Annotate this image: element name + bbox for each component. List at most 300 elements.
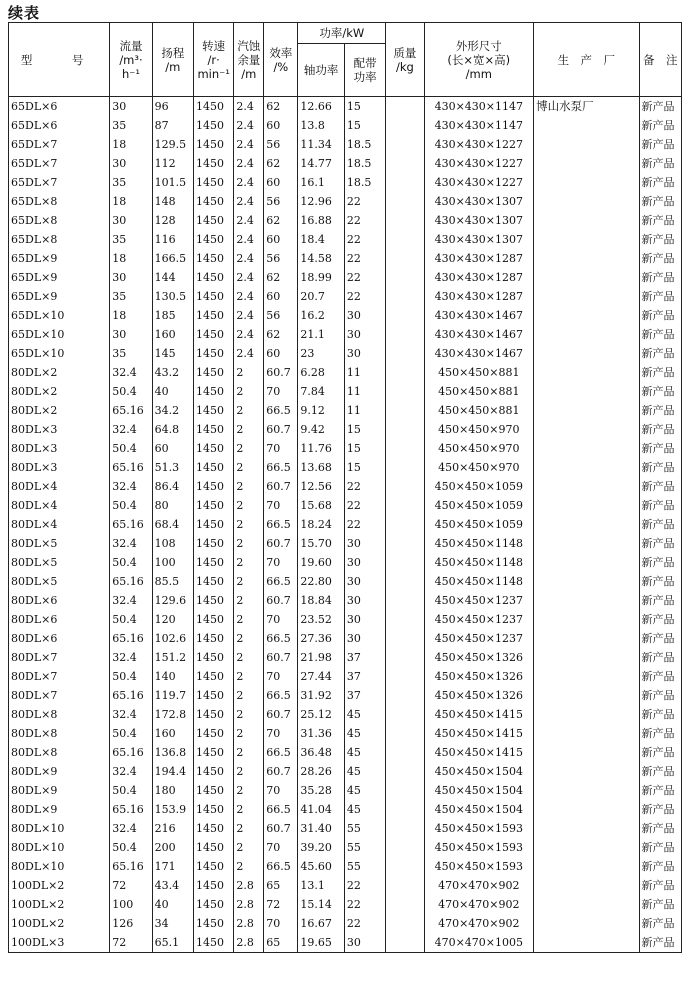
- cell-dimensions: 450×450×1504: [424, 762, 534, 781]
- cell-npsh: 2: [234, 420, 264, 439]
- cell-remarks: 新产品: [639, 686, 681, 705]
- cell-efficiency: 70: [264, 382, 298, 401]
- cell-dimensions: 430×430×1307: [424, 230, 534, 249]
- cell-flow: 32.4: [110, 648, 152, 667]
- cell-efficiency: 66.5: [264, 629, 298, 648]
- cell-motor-power: 45: [344, 705, 385, 724]
- cell-shaft-power: 14.77: [298, 154, 345, 173]
- cell-remarks: 新产品: [639, 876, 681, 895]
- cell-shaft-power: 19.65: [298, 933, 345, 953]
- header-manufacturer: 生 产 厂: [534, 23, 639, 97]
- cell-speed: 1450: [194, 914, 234, 933]
- cell-head: 129.5: [152, 135, 193, 154]
- cell-shaft-power: 41.04: [298, 800, 345, 819]
- cell-remarks: 新产品: [639, 268, 681, 287]
- header-speed: 转速 /r· min⁻¹: [194, 23, 234, 97]
- cell-speed: 1450: [194, 401, 234, 420]
- cell-model: 80DL×8: [9, 743, 110, 762]
- cell-flow: 65.16: [110, 572, 152, 591]
- cell-mass: [386, 287, 424, 306]
- cell-model: 65DL×7: [9, 154, 110, 173]
- cell-motor-power: 30: [344, 610, 385, 629]
- cell-efficiency: 70: [264, 838, 298, 857]
- cell-flow: 35: [110, 230, 152, 249]
- cell-shaft-power: 27.44: [298, 667, 345, 686]
- header-remarks: 备 注: [639, 23, 681, 97]
- cell-head: 194.4: [152, 762, 193, 781]
- cell-dimensions: 450×450×881: [424, 382, 534, 401]
- cell-dimensions: 450×450×1059: [424, 515, 534, 534]
- cell-efficiency: 60.7: [264, 819, 298, 838]
- cell-shaft-power: 22.80: [298, 572, 345, 591]
- cell-shaft-power: 23: [298, 344, 345, 363]
- cell-speed: 1450: [194, 553, 234, 572]
- cell-motor-power: 45: [344, 743, 385, 762]
- cell-speed: 1450: [194, 230, 234, 249]
- cell-model: 80DL×3: [9, 439, 110, 458]
- cell-remarks: 新产品: [639, 135, 681, 154]
- cell-mass: [386, 876, 424, 895]
- cell-motor-power: 22: [344, 477, 385, 496]
- cell-mass: [386, 553, 424, 572]
- cell-head: 216: [152, 819, 193, 838]
- cell-motor-power: 45: [344, 800, 385, 819]
- cell-model: 65DL×8: [9, 230, 110, 249]
- cell-speed: 1450: [194, 762, 234, 781]
- cell-motor-power: 55: [344, 838, 385, 857]
- cell-mass: [386, 610, 424, 629]
- cell-head: 140: [152, 667, 193, 686]
- cell-npsh: 2: [234, 477, 264, 496]
- cell-mass: [386, 819, 424, 838]
- cell-remarks: 新产品: [639, 534, 681, 553]
- cell-speed: 1450: [194, 97, 234, 117]
- cell-flow: 30: [110, 97, 152, 117]
- cell-dimensions: 470×470×902: [424, 876, 534, 895]
- cell-mass: [386, 667, 424, 686]
- cell-flow: 100: [110, 895, 152, 914]
- header-flow: 流量 /m³· h⁻¹: [110, 23, 152, 97]
- cell-remarks: 新产品: [639, 230, 681, 249]
- cell-dimensions: 430×430×1227: [424, 173, 534, 192]
- cell-shaft-power: 9.42: [298, 420, 345, 439]
- cell-flow: 32.4: [110, 363, 152, 382]
- cell-npsh: 2.4: [234, 325, 264, 344]
- cell-head: 180: [152, 781, 193, 800]
- cell-speed: 1450: [194, 591, 234, 610]
- cell-motor-power: 18.5: [344, 135, 385, 154]
- cell-remarks: 新产品: [639, 211, 681, 230]
- cell-head: 151.2: [152, 648, 193, 667]
- cell-efficiency: 60.7: [264, 591, 298, 610]
- cell-speed: 1450: [194, 439, 234, 458]
- cell-flow: 32.4: [110, 477, 152, 496]
- cell-efficiency: 65: [264, 876, 298, 895]
- cell-motor-power: 30: [344, 591, 385, 610]
- cell-efficiency: 60: [264, 173, 298, 192]
- cell-flow: 30: [110, 211, 152, 230]
- cell-speed: 1450: [194, 648, 234, 667]
- cell-speed: 1450: [194, 724, 234, 743]
- cell-efficiency: 70: [264, 553, 298, 572]
- cell-flow: 50.4: [110, 439, 152, 458]
- cell-speed: 1450: [194, 287, 234, 306]
- cell-dimensions: 430×430×1147: [424, 116, 534, 135]
- cell-dimensions: 450×450×1593: [424, 857, 534, 876]
- cell-flow: 65.16: [110, 401, 152, 420]
- cell-shaft-power: 12.96: [298, 192, 345, 211]
- cell-efficiency: 60.7: [264, 420, 298, 439]
- cell-npsh: 2.4: [234, 344, 264, 363]
- cell-manufacturer: 博山水泵厂: [534, 97, 639, 953]
- cell-remarks: 新产品: [639, 420, 681, 439]
- cell-head: 171: [152, 857, 193, 876]
- cell-remarks: 新产品: [639, 743, 681, 762]
- cell-efficiency: 60.7: [264, 363, 298, 382]
- cell-speed: 1450: [194, 135, 234, 154]
- cell-speed: 1450: [194, 629, 234, 648]
- cell-dimensions: 450×450×1237: [424, 629, 534, 648]
- cell-efficiency: 60.7: [264, 534, 298, 553]
- cell-head: 43.2: [152, 363, 193, 382]
- cell-flow: 18: [110, 135, 152, 154]
- cell-model: 80DL×5: [9, 534, 110, 553]
- cell-mass: [386, 933, 424, 953]
- cell-remarks: 新产品: [639, 648, 681, 667]
- cell-mass: [386, 382, 424, 401]
- cell-head: 166.5: [152, 249, 193, 268]
- cell-npsh: 2: [234, 762, 264, 781]
- cell-mass: [386, 420, 424, 439]
- cell-head: 40: [152, 895, 193, 914]
- cell-npsh: 2: [234, 743, 264, 762]
- cell-mass: [386, 629, 424, 648]
- cell-head: 43.4: [152, 876, 193, 895]
- cell-dimensions: 470×470×902: [424, 914, 534, 933]
- cell-efficiency: 66.5: [264, 401, 298, 420]
- cell-npsh: 2: [234, 838, 264, 857]
- cell-dimensions: 450×450×970: [424, 420, 534, 439]
- cell-model: 80DL×5: [9, 572, 110, 591]
- cell-flow: 32.4: [110, 534, 152, 553]
- cell-shaft-power: 14.58: [298, 249, 345, 268]
- cell-dimensions: 450×450×1059: [424, 477, 534, 496]
- cell-npsh: 2: [234, 572, 264, 591]
- cell-dimensions: 450×450×1415: [424, 724, 534, 743]
- cell-shaft-power: 21.1: [298, 325, 345, 344]
- cell-speed: 1450: [194, 496, 234, 515]
- cell-remarks: 新产品: [639, 154, 681, 173]
- cell-npsh: 2.4: [234, 97, 264, 117]
- cell-head: 60: [152, 439, 193, 458]
- cell-mass: [386, 268, 424, 287]
- cell-npsh: 2: [234, 496, 264, 515]
- cell-motor-power: 22: [344, 268, 385, 287]
- cell-efficiency: 70: [264, 610, 298, 629]
- cell-dimensions: 430×430×1227: [424, 154, 534, 173]
- cell-flow: 65.16: [110, 629, 152, 648]
- cell-model: 80DL×7: [9, 686, 110, 705]
- cell-flow: 32.4: [110, 591, 152, 610]
- cell-speed: 1450: [194, 154, 234, 173]
- cell-npsh: 2.4: [234, 135, 264, 154]
- cell-motor-power: 15: [344, 439, 385, 458]
- cell-npsh: 2: [234, 458, 264, 477]
- cell-mass: [386, 572, 424, 591]
- cell-mass: [386, 401, 424, 420]
- cell-motor-power: 22: [344, 876, 385, 895]
- cell-shaft-power: 28.26: [298, 762, 345, 781]
- cell-efficiency: 60.7: [264, 648, 298, 667]
- cell-model: 80DL×4: [9, 477, 110, 496]
- cell-speed: 1450: [194, 192, 234, 211]
- cell-remarks: 新产品: [639, 496, 681, 515]
- cell-npsh: 2: [234, 534, 264, 553]
- cell-shaft-power: 11.76: [298, 439, 345, 458]
- pump-spec-table: [8, 22, 682, 953]
- cell-motor-power: 30: [344, 534, 385, 553]
- cell-head: 136.8: [152, 743, 193, 762]
- cell-dimensions: 470×470×1005: [424, 933, 534, 953]
- cell-model: 65DL×10: [9, 325, 110, 344]
- cell-head: 153.9: [152, 800, 193, 819]
- cell-speed: 1450: [194, 249, 234, 268]
- cell-shaft-power: 36.48: [298, 743, 345, 762]
- table-body: [9, 97, 682, 953]
- cell-head: 129.6: [152, 591, 193, 610]
- cell-speed: 1450: [194, 458, 234, 477]
- cell-flow: 18: [110, 306, 152, 325]
- cell-speed: 1450: [194, 534, 234, 553]
- cell-shaft-power: 20.7: [298, 287, 345, 306]
- cell-head: 96: [152, 97, 193, 117]
- cell-mass: [386, 154, 424, 173]
- cell-shaft-power: 31.40: [298, 819, 345, 838]
- cell-head: 160: [152, 325, 193, 344]
- cell-flow: 50.4: [110, 553, 152, 572]
- cell-remarks: 新产品: [639, 838, 681, 857]
- cell-shaft-power: 16.88: [298, 211, 345, 230]
- cell-shaft-power: 18.24: [298, 515, 345, 534]
- cell-motor-power: 22: [344, 496, 385, 515]
- cell-efficiency: 65: [264, 933, 298, 953]
- cell-remarks: 新产品: [639, 553, 681, 572]
- cell-model: 80DL×6: [9, 610, 110, 629]
- cell-dimensions: 430×430×1467: [424, 306, 534, 325]
- cell-dimensions: 430×430×1467: [424, 325, 534, 344]
- cell-motor-power: 45: [344, 762, 385, 781]
- cell-shaft-power: 23.52: [298, 610, 345, 629]
- cell-npsh: 2.4: [234, 173, 264, 192]
- cell-motor-power: 55: [344, 819, 385, 838]
- cell-mass: [386, 458, 424, 477]
- header-efficiency: 效率 /%: [264, 23, 298, 97]
- cell-shaft-power: 25.12: [298, 705, 345, 724]
- cell-remarks: 新产品: [639, 116, 681, 135]
- cell-shaft-power: 12.66: [298, 97, 345, 117]
- cell-dimensions: 430×430×1307: [424, 192, 534, 211]
- cell-model: 80DL×2: [9, 382, 110, 401]
- cell-flow: 50.4: [110, 610, 152, 629]
- cell-remarks: 新产品: [639, 572, 681, 591]
- cell-efficiency: 60.7: [264, 705, 298, 724]
- cell-mass: [386, 705, 424, 724]
- cell-head: 85.5: [152, 572, 193, 591]
- cell-npsh: 2: [234, 781, 264, 800]
- cell-flow: 50.4: [110, 781, 152, 800]
- cell-dimensions: 450×450×1059: [424, 496, 534, 515]
- cell-speed: 1450: [194, 781, 234, 800]
- cell-model: 80DL×8: [9, 724, 110, 743]
- cell-shaft-power: 7.84: [298, 382, 345, 401]
- cell-speed: 1450: [194, 838, 234, 857]
- cell-efficiency: 56: [264, 306, 298, 325]
- cell-model: 80DL×4: [9, 496, 110, 515]
- cell-model: 100DL×2: [9, 914, 110, 933]
- cell-dimensions: 430×430×1467: [424, 344, 534, 363]
- cell-motor-power: 37: [344, 648, 385, 667]
- cell-shaft-power: 6.28: [298, 363, 345, 382]
- cell-flow: 50.4: [110, 496, 152, 515]
- cell-shaft-power: 16.2: [298, 306, 345, 325]
- cell-motor-power: 22: [344, 211, 385, 230]
- cell-efficiency: 60: [264, 287, 298, 306]
- cell-model: 80DL×10: [9, 819, 110, 838]
- cell-motor-power: 18.5: [344, 154, 385, 173]
- cell-remarks: 新产品: [639, 249, 681, 268]
- cell-head: 34.2: [152, 401, 193, 420]
- cell-speed: 1450: [194, 268, 234, 287]
- cell-mass: [386, 914, 424, 933]
- cell-flow: 32.4: [110, 762, 152, 781]
- cell-model: 65DL×7: [9, 135, 110, 154]
- cell-efficiency: 56: [264, 135, 298, 154]
- cell-speed: 1450: [194, 477, 234, 496]
- cell-flow: 18: [110, 249, 152, 268]
- cell-head: 51.3: [152, 458, 193, 477]
- cell-mass: [386, 762, 424, 781]
- cell-motor-power: 22: [344, 287, 385, 306]
- cell-speed: 1450: [194, 363, 234, 382]
- cell-dimensions: 450×450×1593: [424, 838, 534, 857]
- cell-efficiency: 60: [264, 230, 298, 249]
- cell-remarks: 新产品: [639, 477, 681, 496]
- cell-dimensions: 450×450×881: [424, 401, 534, 420]
- cell-npsh: 2.8: [234, 933, 264, 953]
- cell-npsh: 2: [234, 629, 264, 648]
- header-motor-power: 配带 功率: [344, 44, 385, 97]
- cell-mass: [386, 648, 424, 667]
- cell-dimensions: 430×430×1287: [424, 268, 534, 287]
- cell-npsh: 2: [234, 515, 264, 534]
- cell-motor-power: 30: [344, 572, 385, 591]
- cell-speed: 1450: [194, 667, 234, 686]
- cell-dimensions: 450×450×881: [424, 363, 534, 382]
- cell-mass: [386, 534, 424, 553]
- cell-model: 80DL×2: [9, 363, 110, 382]
- cell-flow: 126: [110, 914, 152, 933]
- cell-model: 100DL×2: [9, 895, 110, 914]
- cell-speed: 1450: [194, 325, 234, 344]
- cell-efficiency: 66.5: [264, 515, 298, 534]
- cell-model: 65DL×6: [9, 97, 110, 117]
- cell-shaft-power: 27.36: [298, 629, 345, 648]
- cell-flow: 32.4: [110, 819, 152, 838]
- cell-dimensions: 450×450×970: [424, 458, 534, 477]
- cell-model: 100DL×2: [9, 876, 110, 895]
- cell-flow: 65.16: [110, 515, 152, 534]
- cell-mass: [386, 895, 424, 914]
- cell-npsh: 2: [234, 363, 264, 382]
- cell-speed: 1450: [194, 173, 234, 192]
- cell-shaft-power: 12.56: [298, 477, 345, 496]
- cell-efficiency: 62: [264, 97, 298, 117]
- cell-head: 34: [152, 914, 193, 933]
- cell-shaft-power: 18.84: [298, 591, 345, 610]
- cell-npsh: 2.8: [234, 876, 264, 895]
- cell-efficiency: 70: [264, 724, 298, 743]
- cell-npsh: 2.4: [234, 249, 264, 268]
- cell-efficiency: 66.5: [264, 857, 298, 876]
- cell-shaft-power: 39.20: [298, 838, 345, 857]
- cell-motor-power: 15: [344, 97, 385, 117]
- cell-flow: 65.16: [110, 458, 152, 477]
- cell-npsh: 2: [234, 667, 264, 686]
- cell-model: 80DL×9: [9, 762, 110, 781]
- cell-model: 65DL×9: [9, 268, 110, 287]
- cell-mass: [386, 249, 424, 268]
- cell-npsh: 2: [234, 705, 264, 724]
- cell-npsh: 2.4: [234, 154, 264, 173]
- cell-npsh: 2.4: [234, 116, 264, 135]
- cell-remarks: 新产品: [639, 914, 681, 933]
- cell-model: 65DL×9: [9, 249, 110, 268]
- header-model: 型 号: [9, 23, 110, 97]
- cell-dimensions: 450×450×1237: [424, 610, 534, 629]
- cell-mass: [386, 800, 424, 819]
- cell-remarks: 新产品: [639, 610, 681, 629]
- cell-mass: [386, 477, 424, 496]
- cell-flow: 65.16: [110, 743, 152, 762]
- cell-npsh: 2.4: [234, 268, 264, 287]
- cell-efficiency: 70: [264, 439, 298, 458]
- cell-remarks: 新产品: [639, 97, 681, 117]
- cell-motor-power: 22: [344, 914, 385, 933]
- cell-efficiency: 66.5: [264, 458, 298, 477]
- cell-speed: 1450: [194, 116, 234, 135]
- page-title: 续表: [8, 4, 41, 22]
- cell-motor-power: 11: [344, 401, 385, 420]
- cell-flow: 30: [110, 154, 152, 173]
- cell-dimensions: 430×430×1287: [424, 249, 534, 268]
- cell-motor-power: 30: [344, 306, 385, 325]
- cell-shaft-power: 16.67: [298, 914, 345, 933]
- cell-head: 87: [152, 116, 193, 135]
- cell-flow: 35: [110, 287, 152, 306]
- cell-npsh: 2.8: [234, 914, 264, 933]
- cell-remarks: 新产品: [639, 344, 681, 363]
- cell-model: 80DL×7: [9, 648, 110, 667]
- cell-head: 145: [152, 344, 193, 363]
- cell-speed: 1450: [194, 800, 234, 819]
- cell-model: 65DL×6: [9, 116, 110, 135]
- cell-speed: 1450: [194, 743, 234, 762]
- cell-remarks: 新产品: [639, 819, 681, 838]
- cell-mass: [386, 363, 424, 382]
- cell-speed: 1450: [194, 211, 234, 230]
- cell-flow: 50.4: [110, 838, 152, 857]
- cell-shaft-power: 11.34: [298, 135, 345, 154]
